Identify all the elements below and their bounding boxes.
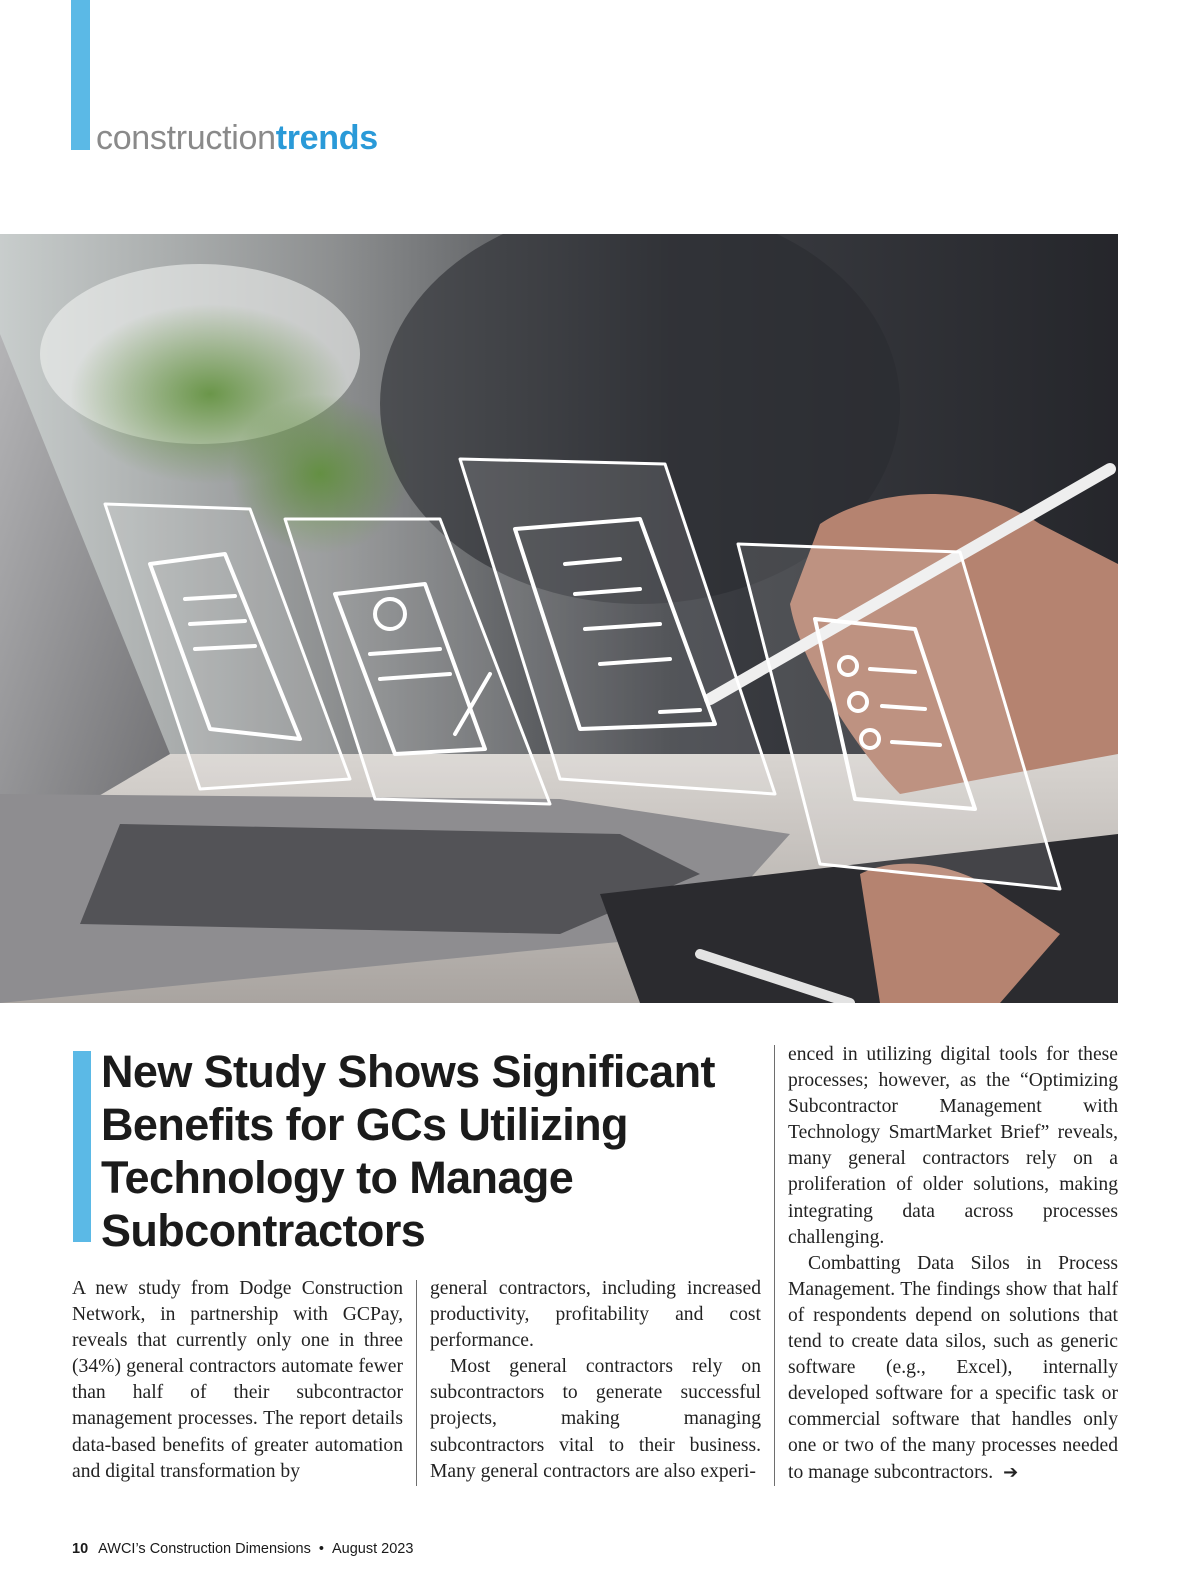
column-divider: [416, 1280, 417, 1486]
issue-date: August 2023: [331, 1541, 414, 1557]
article-paragraph: [788, 1251, 1118, 1486]
column-divider: [774, 1045, 775, 1486]
article-column-1: [72, 1276, 403, 1485]
arrow-right-icon[interactable]: ➔: [1003, 1461, 1019, 1483]
page-number: 10: [72, 1541, 89, 1557]
article-column-3: [788, 1042, 1118, 1486]
article-paragraph: enced in utilizing digital tools for these processes; however, as the “Optimizing Subcontractor Management with Technology SmartMarket Brief” reveals, many general contractors rely on a proliferation of older solutions, making integrating data across processes challenging.: [788, 1044, 1118, 1248]
publication-name: AWCI’s Construction Dimensions: [98, 1541, 311, 1557]
page-footer: [72, 1541, 413, 1557]
article-paragraph: Most general contractors rely on subcontractors to generate successful projects, making managing subcontractors vital to their business. Many general contractors are also experi-: [430, 1356, 761, 1482]
article-paragraph: A new study from Dodge Construction Network, in partnership with GCPay, reveals that currently only one in three (34%) general contractors automate fewer than half of their subcontractor management processes. The report details data-based benefits of greater automation and digital transformation by: [72, 1278, 403, 1482]
section-label-bold: trends: [275, 119, 378, 157]
article-paragraph-text: Combatting Data Silos in Process Management. The findings show that half of respondents depend on solutions that tend to create data silos, such as generic software (e.g., Excel), internally developed software for a specific task or commercial software that handles only one or two of the many processes needed to manage subcontractors.: [788, 1252, 1118, 1483]
headline-accent-bar: [73, 1051, 91, 1242]
hero-photo: [0, 234, 1118, 1003]
section-label-light: construction: [96, 119, 276, 157]
footer-separator: •: [318, 1541, 324, 1557]
article-headline: New Study Shows Significant Benefits for GCs Utilizing Technology to Manage Subcontractors: [101, 1046, 715, 1256]
section-accent-bar: [71, 0, 90, 150]
article-column-2: [430, 1276, 761, 1485]
article-paragraph: general contractors, including increased productivity, profitability and cost performance.: [430, 1278, 761, 1352]
section-label: [96, 118, 378, 158]
